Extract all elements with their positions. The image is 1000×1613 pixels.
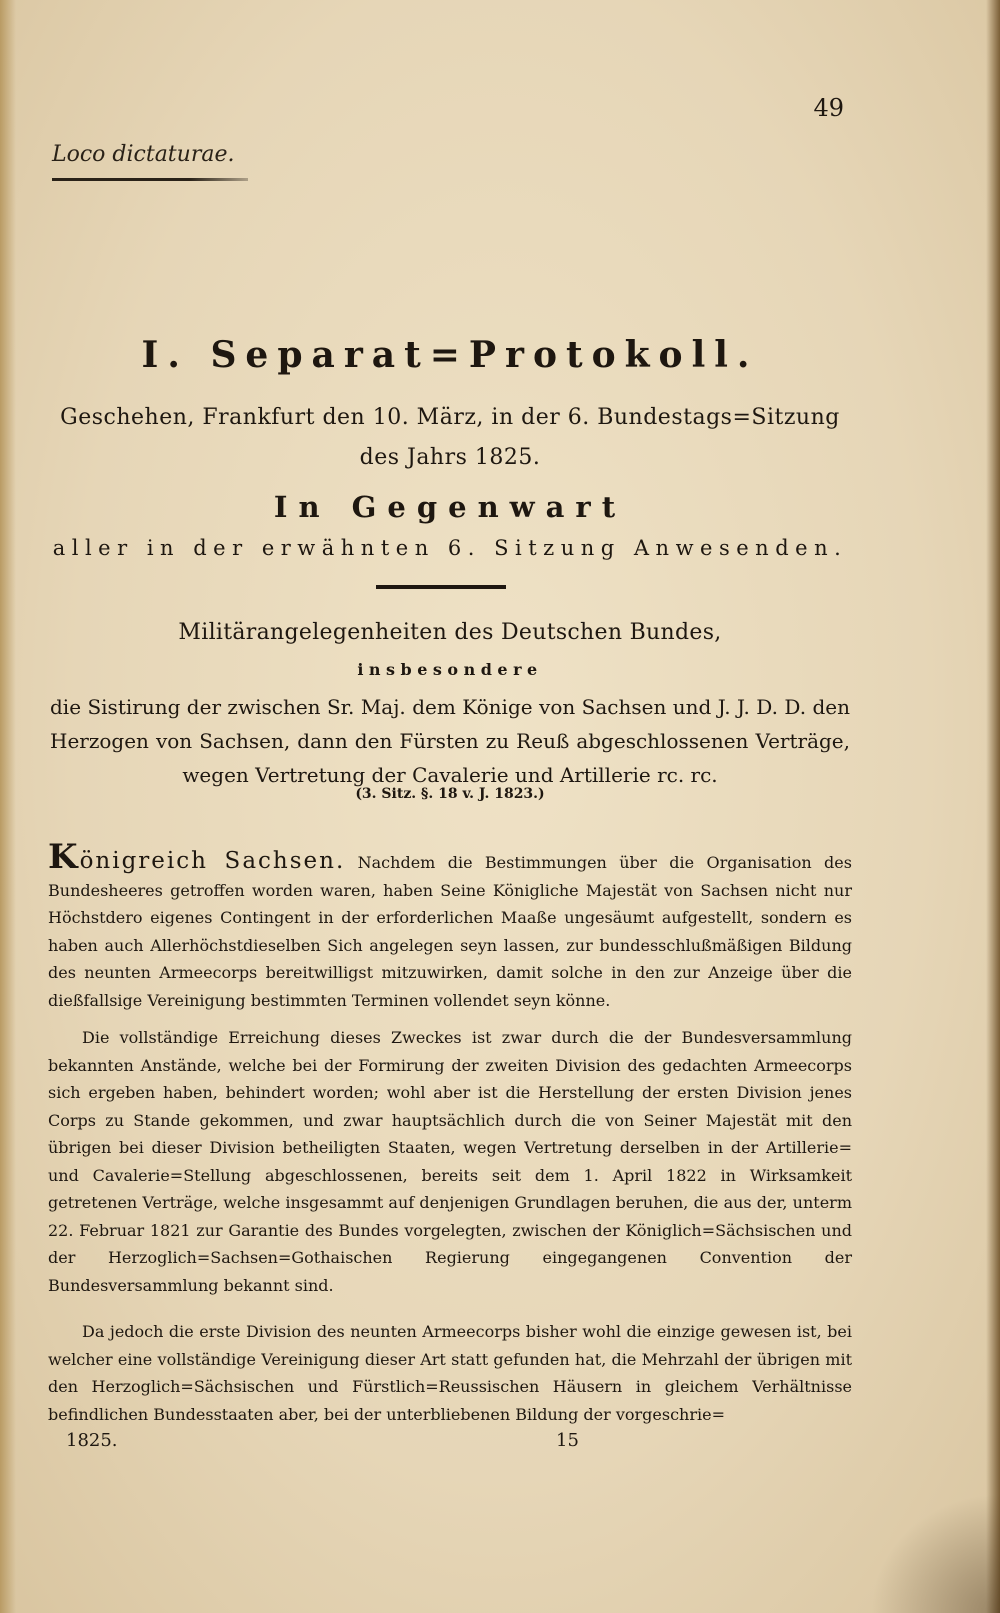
running-head-rule bbox=[52, 178, 248, 181]
lead-heading-rest: önigreich Sachsen. bbox=[79, 848, 346, 874]
body-paragraph-1 bbox=[48, 837, 852, 1014]
lead-initial: K bbox=[48, 837, 80, 877]
subject-subheading: insbesondere bbox=[357, 660, 543, 679]
body-paragraph-2: Die vollständige Erreichung dieses Zweckes ist zwar durch die der Bundesversammlung bekannten Anstände, welche bei der Formirung der zweiten Division des gedachten Armeecorps sich ergeben haben, behindert worden; wohl aber ist die Herstellung der ersten Division jenes Corps zu Stande gekommen, und zwar hauptsächlich durch die von Seiner Majestät mit den übrigen bei dieser Division betheiligten Staaten, wegen Vertretung derselben in der Artillerie= und Cavalerie=Stellung abgeschlossenen, bereits seit dem 1. April 1822 in Wirksamkeit getretenen Verträge, welche insgesammt auf denjenigen Grundlagen beruhen, die aus der, unterm 22. Februar 1821 zur Garantie des Bundes vorgelegten, zwischen der Königlich=Sächsischen und der Herzoglich=Sachsen=Gothaischen Regierung eingegangenen Convention der Bundesversammlung bekannt sind. bbox=[48, 1028, 852, 1295]
subject-citation: (3. Sitz. §. 18 v. J. 1823.) bbox=[355, 786, 545, 802]
footer-signature: 15 bbox=[556, 1430, 579, 1451]
page-edge-left bbox=[0, 0, 16, 1613]
footer-year: 1825. bbox=[66, 1430, 118, 1451]
presence-heading: In Gegenwart bbox=[273, 490, 627, 524]
presence-subheading: aller in der erwähnten 6. Sitzung Anwesenden. bbox=[52, 536, 848, 560]
page-number: 49 bbox=[813, 94, 844, 122]
subject-heading: Militärangelegenheiten des Deutschen Bundes, bbox=[178, 620, 722, 645]
protocol-title: I. Separat=Protokoll. bbox=[141, 334, 759, 376]
body-paragraph-1-text: Nachdem die Bestimmungen über die Organisation des Bundesheeres getroffen worden waren, haben Seine Königliche Majestät von Sachsen nicht nur Höchstdero eigenes Contingent in der erforderlichen Maaße ungesäumt aufgestellt, sondern es haben auch Allerhöchstdieselben Sich angelegen seyn lassen, zur bundesschlußmäßigen Bildung des neunten Armeecorps bereitwilligst mitzuwirken, damit solche in den zur Anzeige über die dießfallsige Vereinigung bestimmten Terminen vollendet seyn könne. bbox=[48, 853, 852, 1010]
protocol-subtitle: Geschehen, Frankfurt den 10. März, in der 6. Bundestags=Sitzung des Jahrs 1825. bbox=[60, 405, 840, 470]
body-paragraph-3: Da jedoch die erste Division des neunten Armeecorps bisher wohl die einzige gewesen ist, bei welcher eine vollständige Vereinigung dieser Art statt gefunden hat, die Mehrzahl der übrigen mit den Herzoglich=Sächsischen und Fürstlich=Reussischen Häusern in gleichem Verhältnisse befindlichen Bundesstaaten aber, bei der unterbliebenen Bildung der vorgeschrie= bbox=[48, 1322, 852, 1424]
subject-text: die Sistirung der zwischen Sr. Maj. dem Könige von Sachsen und J. J. D. D. den Herzogen von Sachsen, dann den Fürsten zu Reuß abgeschlossenen Verträge, wegen Vertretung der Cavalerie und Artillerie rc. rc. bbox=[50, 695, 850, 787]
section-divider bbox=[376, 585, 506, 589]
running-head: Loco dictaturae. bbox=[52, 142, 235, 167]
page-edge-right bbox=[986, 0, 1000, 1613]
page-corner-shadow bbox=[870, 1493, 1000, 1613]
lead-heading bbox=[48, 837, 346, 877]
